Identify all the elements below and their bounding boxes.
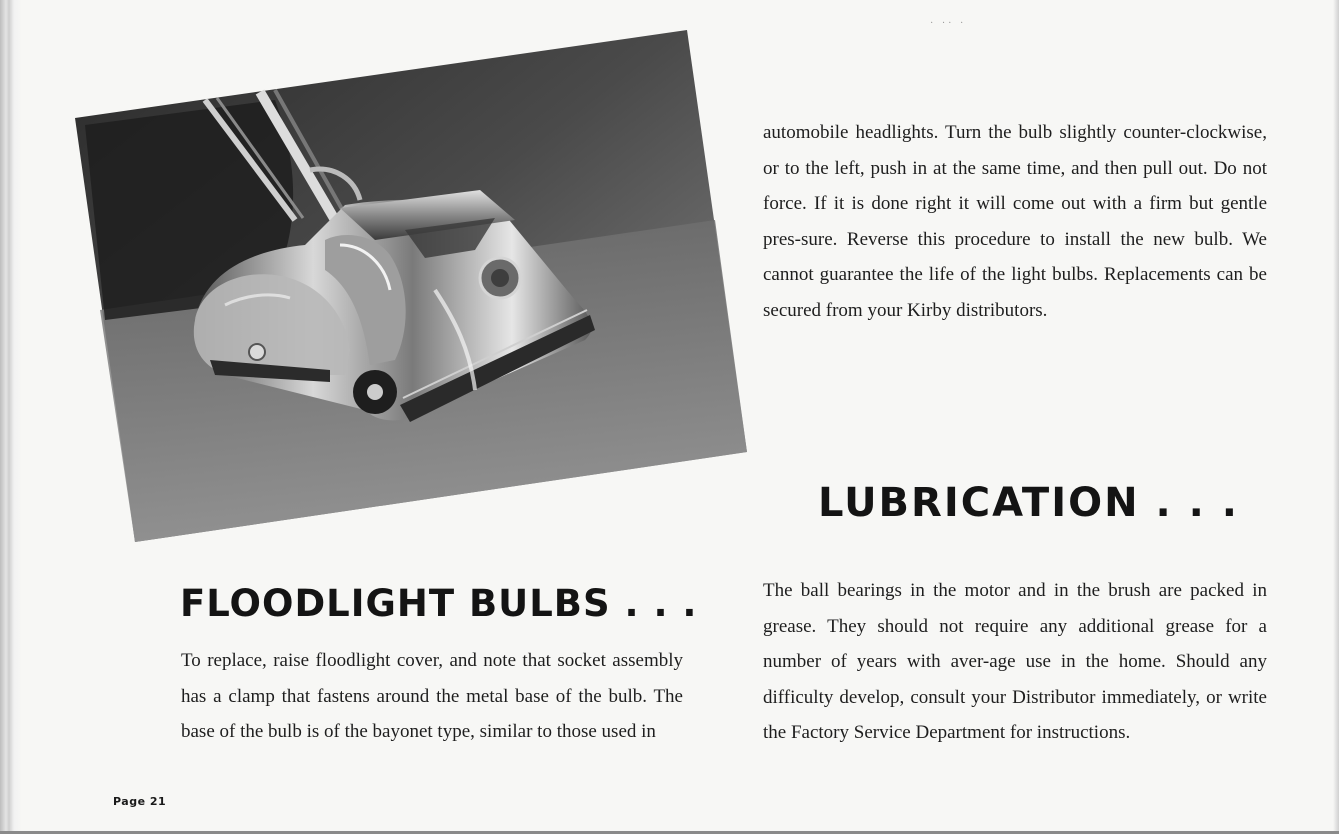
lubrication-heading: LUBRICATION . . . [818,480,1239,526]
page-number: Page 21 [113,795,167,808]
vacuum-cleaner-photo [75,30,747,542]
page-edge [1333,0,1339,834]
floodlight-bulbs-heading: FLOODLIGHT BULBS . . . [180,582,698,625]
lubrication-text: The ball bearings in the motor and in the brush are packed in grease. They should not require any additional grease for a number of years with aver-age use in the home. Should any difficulty develop, consult your Distributor immediately, or write the Factory Service Department for instructions. [763,580,1267,743]
binding-edge [0,0,22,834]
paper-speck: · ·· · [930,18,967,29]
headlights-continued-text: automobile headlights. Turn the bulb slightly counter-clockwise, or to the left, push in at the same time, and then pull out. Do not force. If it is done right it will come out with a firm but gentle pres-sure. Reverse this procedure to install the new bulb. We cannot guarantee the life of the light bulbs. Replacements can be secured from your Kirby distributors. [763,122,1267,321]
vacuum-cleaner-icon [75,30,747,542]
floodlight-bulbs-text: To replace, raise floodlight cover, and note that socket assembly has a clamp that fastens around the metal base of the bulb. The base of the bulb is of the bayonet type, similar to those used in [181,650,683,742]
